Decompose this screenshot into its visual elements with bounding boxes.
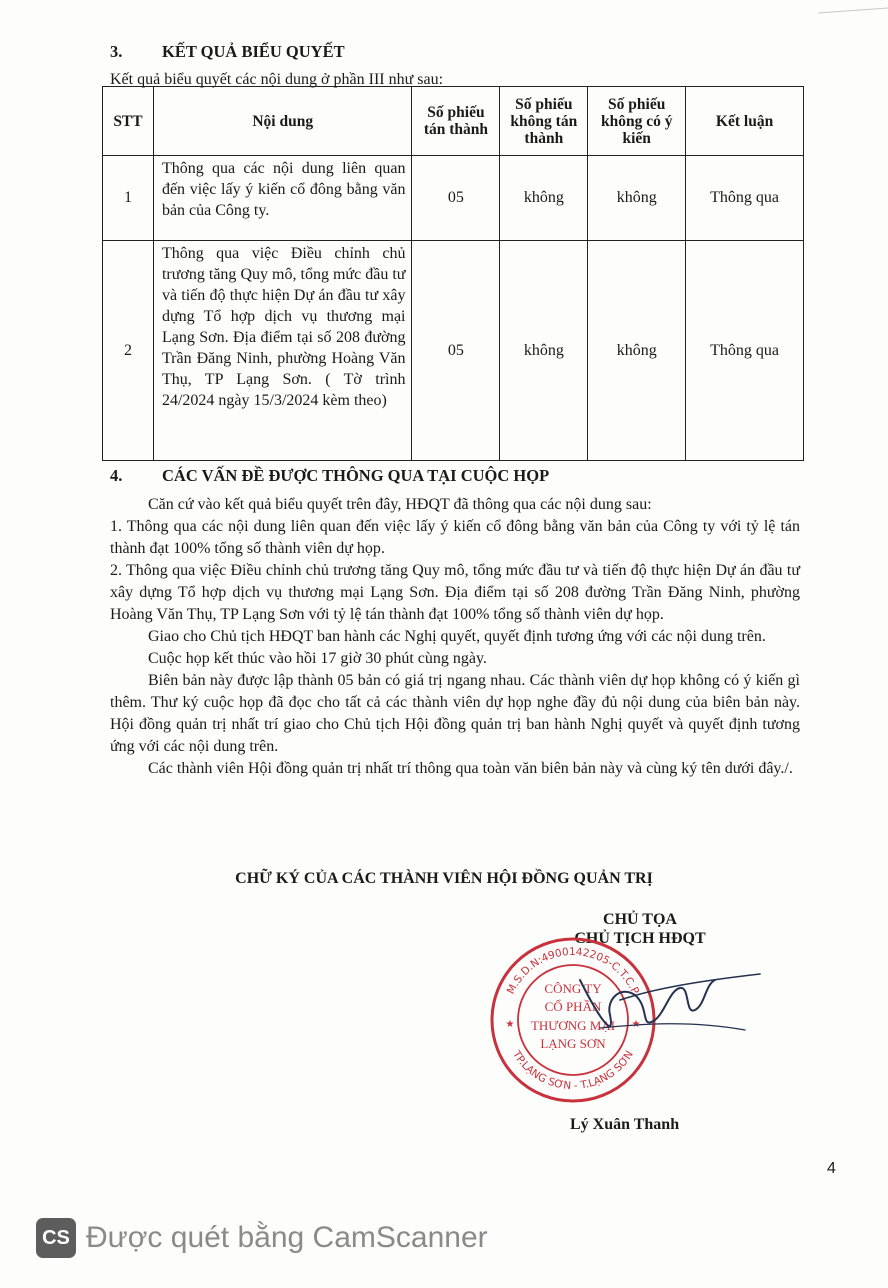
cell-stt: 1 [103, 156, 154, 241]
cell-reject: không [500, 241, 588, 461]
signature-section-title: CHỮ KÝ CỦA CÁC THÀNH VIÊN HỘI ĐỒNG QUẢN TRỊ [235, 870, 653, 887]
camscanner-watermark [36, 1216, 488, 1260]
page-number: 4 [827, 1160, 836, 1177]
scan-artifact-line [818, 8, 888, 14]
seal-ring-bottom: TP.LẠNG SƠN - T.LẠNG SƠN [510, 1048, 636, 1093]
header-stt: STT [103, 87, 154, 156]
cell-abstain: không [588, 156, 686, 241]
handwritten-signature [540, 960, 770, 1050]
seal-ring-top: M.S.D.N:4900142205-C.T.C.P [504, 945, 642, 997]
cell-approve: 05 [412, 241, 500, 461]
paragraph-approval: Các thành viên Hội đồng quản trị nhất trí thông qua toàn văn biên bản này và cùng ký tên dưới đây./. [148, 760, 793, 777]
cell-conclusion: Thông qua [686, 241, 804, 461]
cell-approve: 05 [412, 156, 500, 241]
cell-reject: không [500, 156, 588, 241]
seal-star-icon: ★ [631, 1019, 641, 1030]
seal-star-icon: ★ [505, 1019, 515, 1030]
signer-name: Lý Xuân Thanh [570, 1116, 680, 1133]
seal-line-3: THƯƠNG MẠI [530, 1018, 616, 1033]
camscanner-logo-icon: CS [36, 1218, 76, 1258]
resolutions-body [110, 494, 800, 780]
section-4-heading [110, 466, 549, 486]
chairman-role: CHỦ TỊCH HĐQT [574, 930, 706, 947]
section-3-number: 3. [110, 42, 123, 61]
seal-line-4: LẠNG SƠN [540, 1036, 606, 1051]
seal-line-2: CỔ PHẦN [544, 999, 602, 1014]
section-4-number: 4. [110, 466, 123, 485]
chair-role: CHỦ TỌA [603, 911, 677, 928]
table-row [103, 156, 804, 241]
header-abstain: Số phiếu không có ý kiến [588, 87, 686, 156]
paragraph-basis: Căn cứ vào kết quả biểu quyết trên đây, HĐQT đã thông qua các nội dung sau: [148, 496, 652, 513]
seal-line-1: CÔNG TY [544, 981, 602, 996]
paragraph-closing-time: Cuộc họp kết thúc vào hồi 17 giờ 30 phút cùng ngày. [148, 650, 487, 667]
cell-abstain: không [588, 241, 686, 461]
table-row [103, 241, 804, 461]
paragraph-item-2: 2. Thông qua việc Điều chỉnh chủ trương tăng Quy mô, tổng mức đầu tư và tiến độ thực hiện Dự án đầu tư xây dựng Tổ hợp dịch vụ thương mại Lạng Sơn. Địa điểm tại số 208 đường Trần Đăng Ninh, phường Hoàng Văn Thụ, TP Lạng Sơn với tỷ lệ tán thành đạt 100% tổng số thành viên dự họp. [110, 562, 800, 623]
paragraph-copies: Biên bản này được lập thành 05 bản có giá trị ngang nhau. Các thành viên dự họp không có ý kiến gì thêm. Thư ký cuộc họp đã đọc cho tất cả các thành viên dự họp nghe đầy đủ nội dung của biên bản này. Hội đồng quản trị nhất trí giao cho Chủ tịch Hội đồng quản trị ban hành Nghị quyết và quyết định tương ứng với các nội dung trên. [110, 672, 800, 755]
cell-conclusion: Thông qua [686, 156, 804, 241]
header-reject: Số phiếu không tán thành [500, 87, 588, 156]
cell-content: Thông qua việc Điều chỉnh chủ trương tăng Quy mô, tổng mức đầu tư và tiến độ thực hiện Dự án đầu tư xây dựng Tổ hợp dịch vụ thương mại Lạng Sơn. Địa điểm tại số 208 đường Trần Đăng Ninh, phường Hoàng Văn Thụ, TP Lạng Sơn. ( Tờ trình 24/2024 ngày 15/3/2024 kèm theo) [153, 241, 412, 461]
section-4-title: CÁC VẤN ĐỀ ĐƯỢC THÔNG QUA TẠI CUỘC HỌP [162, 466, 550, 485]
table-header-row [103, 87, 804, 156]
intro-text: Kết quả biểu quyết các nội dung ở phần III như sau: [110, 71, 444, 88]
cell-stt: 2 [103, 241, 154, 461]
camscanner-text: Được quét bằng CamScanner [86, 1221, 488, 1254]
paragraph-assignment: Giao cho Chủ tịch HĐQT ban hành các Nghị quyết, quyết định tương ứng với các nội dung trên. [148, 628, 766, 645]
section-3-title: KẾT QUẢ BIỂU QUYẾT [162, 42, 345, 61]
header-approve: Số phiếu tán thành [412, 87, 500, 156]
header-conclusion: Kết luận [686, 87, 804, 156]
voting-results-table [102, 86, 804, 461]
cell-content: Thông qua các nội dung liên quan đến việc lấy ý kiến cổ đông bằng văn bản của Công ty. [153, 156, 412, 241]
paragraph-item-1: 1. Thông qua các nội dung liên quan đến việc lấy ý kiến cổ đông bằng văn bản của Công ty với tỷ lệ tán thành đạt 100% tổng số thành viên dự họp. [110, 518, 800, 557]
section-3-heading [110, 42, 345, 62]
header-content: Nội dung [153, 87, 412, 156]
